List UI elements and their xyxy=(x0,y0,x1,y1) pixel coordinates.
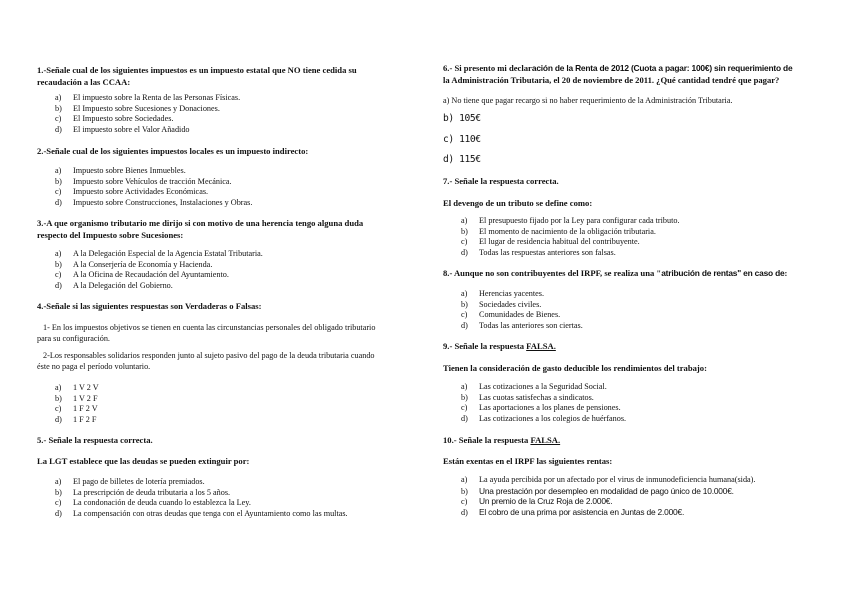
q1-option-a: a) El impuesto sobre la Renta de las Personas Físicas. xyxy=(55,93,241,102)
q6-option-d: d) 115€ xyxy=(443,154,481,165)
q2-option-a: a) Impuesto sobre Bienes Inmuebles. xyxy=(55,166,186,175)
q7-option-a: a) El presupuesto fijado por la Ley para configurar cada tributo. xyxy=(461,216,680,225)
q2-option-c: c) Impuesto sobre Actividades Económicas. xyxy=(55,187,209,197)
q5-option-a: a) El pago de billetes de lotería premiados. xyxy=(55,477,205,486)
q3-option-a: a) A la Delegación Especial de la Agencia Estatal Tributaria. xyxy=(55,249,263,258)
q5-option-c: c) La condonación de deuda cuando lo establezca la Ley. xyxy=(55,498,251,508)
q9-option-a: a) Las cotizaciones a la Seguridad Social. xyxy=(461,382,607,391)
question-5-title: 5.- Señale la respuesta correcta. xyxy=(37,435,153,445)
q8-option-d: d) Todas las anteriores son ciertas. xyxy=(461,320,583,330)
q9-option-c: c) Las aportaciones a los planes de pensiones. xyxy=(461,403,621,413)
question-10-title: 10.- Señale la respuesta FALSA. xyxy=(443,435,561,445)
question-5-subtitle: La LGT establece que las deudas se pueden extinguir por: xyxy=(37,456,250,466)
q1-option-c: c) El Impuesto sobre Sociedades. xyxy=(55,114,174,124)
question-4-title: 4.-Señale si las siguientes respuestas son Verdaderas o Falsas: xyxy=(37,301,262,311)
question-8-title: 8.- Aunque no son contribuyentes del IRPF, se realiza una "atribución de rentas" en caso de: xyxy=(443,268,788,278)
q2-option-b: b) Impuesto sobre Vehículos de tracción Mecánica. xyxy=(55,176,232,186)
q9-option-b: b) Las cuotas satisfechas a sindicatos. xyxy=(461,392,594,402)
q8-option-b: b) Sociedades civiles. xyxy=(461,299,542,309)
q2-option-d: d) Impuesto sobre Construcciones, Instalaciones y Obras. xyxy=(55,197,253,207)
q5-option-d: d) La compensación con otras deudas que tenga con el Ayuntamiento como las multas. xyxy=(55,508,348,518)
question-10-subtitle: Están exentas en el IRPF las siguientes rentas: xyxy=(443,456,613,466)
q8-option-a: a) Herencias yacentes. xyxy=(461,289,545,298)
q6-option-a: a) No tiene que pagar recargo si no haber requerimiento de la Administración Tributaria. xyxy=(443,96,733,105)
question-6-title: 6.- Si presento mi declaración de la Renta de 2012 (Cuota a pagar: 100€) sin requerimiento de xyxy=(443,63,793,73)
q9-option-d: d) Las cotizaciones a los colegios de huérfanos. xyxy=(461,413,627,423)
q4-statement-1: 1- En los impuestos objetivos se tienen en cuenta las circunstancias personales del obligado tributario para su configuración. xyxy=(37,323,376,343)
q3-option-d: d) A la Delegación del Gobierno. xyxy=(55,280,173,290)
q8-option-c: c) Comunidades de Bienes. xyxy=(461,310,561,320)
q1-option-b: b) El Impuesto sobre Sucesiones y Donaciones. xyxy=(55,103,220,113)
q7-option-d: d) Todas las respuestas anteriores son falsas. xyxy=(461,247,616,257)
question-9-subtitle: Tienen la consideración de gasto deducible los rendimientos del trabajo: xyxy=(443,363,707,373)
q4-option-c: c) 1 F 2 V xyxy=(55,404,98,414)
q7-option-c: c) El lugar de residencia habitual del contribuyente. xyxy=(461,237,640,247)
q4-option-b: b) 1 V 2 F xyxy=(55,393,98,403)
question-6-title-line2: la Administración Tributaria, el 20 de noviembre de 2011. ¿Qué cantidad tendré que pagar? xyxy=(443,75,780,85)
q4-option-d: d) 1 F 2 F xyxy=(55,414,97,424)
q4-statement-2: 2-Los responsables solidarios responden junto al sujeto pasivo del pago de la deuda tributaria cuando éste no paga el período voluntario. xyxy=(37,351,375,371)
q3-option-b: b) A la Conserjería de Economía y Hacienda. xyxy=(55,259,213,269)
q3-option-c: c) A la Oficina de Recaudación del Ayuntamiento. xyxy=(55,270,229,280)
question-3-title: 3.-A que organismo tributario me dirijo si con motivo de una herencia tengo alguna duda respecto del Impuesto sobre Sucesiones: xyxy=(37,218,364,240)
question-7-title: 7.- Señale la respuesta correcta. xyxy=(443,176,559,186)
q6-option-b: b) 105€ xyxy=(443,113,481,124)
q10-option-a: a) La ayuda percibida por un afectado por el virus de inmunodeficiencia humana(sida). xyxy=(461,475,756,484)
question-2-title: 2.-Señale cual de los siguientes impuestos locales es un impuesto indirecto: xyxy=(37,146,309,156)
question-9-title: 9.- Señale la respuesta FALSA. xyxy=(443,341,556,351)
q6-option-c: c) 110€ xyxy=(443,134,481,145)
q10-option-c: c) Un premio de la Cruz Roja de 2.000€. xyxy=(461,496,613,507)
q5-option-b: b) La prescripción de deuda tributaria a los 5 años. xyxy=(55,487,231,497)
q4-option-a: a) 1 V 2 V xyxy=(55,383,99,392)
question-7-subtitle: El devengo de un tributo se define como: xyxy=(443,198,593,208)
q10-option-b: b) Una prestación por desempleo en modalidad de pago único de 10.000€. xyxy=(461,485,734,496)
q10-option-d: d) El cobro de una prima por asistencia en Juntas de 2.000€. xyxy=(461,506,685,517)
q7-option-b: b) El momento de nacimiento de la obligación tributaria. xyxy=(461,226,656,236)
question-1-title: 1.-Señale cual de los siguientes impuestos es un impuesto estatal que NO tiene cedida su recaudación a las CCAA: xyxy=(37,65,357,87)
q1-option-d: d) El impuesto sobre el Valor Añadido xyxy=(55,124,190,134)
